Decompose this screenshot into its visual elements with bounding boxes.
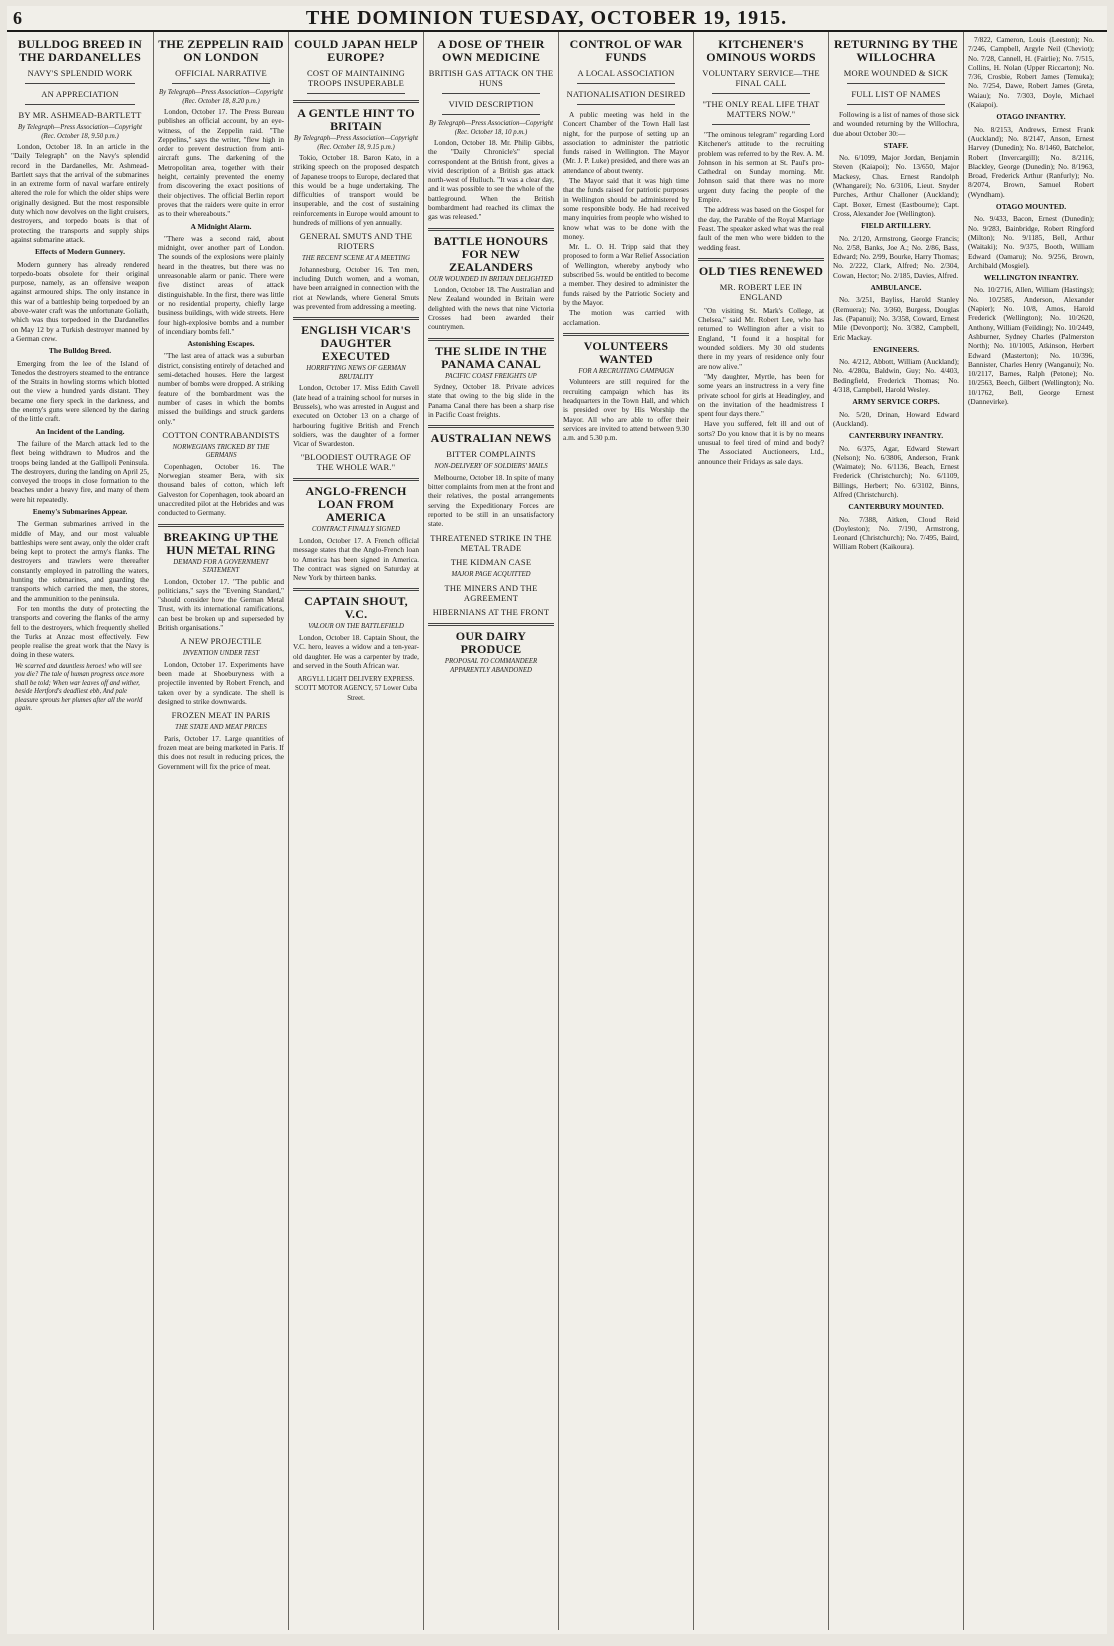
headline: RETURNING BY THE WILLOCHRA — [834, 37, 958, 64]
paragraph: No. 5/20, Drinan, Howard Edward (Auckland). — [833, 409, 959, 428]
paragraph: Volunteers are still required for the recruiting campaign which has its headquarters in the Town Hall, and which is presided over by His Worship the Mayor. All who are able to offer their services are invited to attend between 9.30 a.m. and 5.30 p.m. — [563, 377, 689, 443]
paragraph: Melbourne, October 18. In spite of many bitter complaints from men at the front and their relatives, the postal arrangements serving the Expeditionary Forces are reported to be still in an unsatisfactory state. — [428, 472, 554, 529]
article-divider — [698, 258, 824, 261]
paragraph: The motion was carried with acclamation. — [563, 308, 689, 327]
paragraph: London, October 18. Mr. Philip Gibbs, the "Daily Chronicle's" special correspondent at the British front, gives a vivid description of a British gas attack north-west of Hulluch. "It was a clear day, and it was possible to see the whole of the battleground. When the British bombardment had reached its climax the gas was released." — [428, 138, 554, 222]
subheading: THE MINERS AND THE AGREEMENT — [444, 583, 538, 604]
paragraph: London, October 17. The Press Bureau publishes an official account, by an eye-witness, of the Zeppelin raid. "The Zeppelins," says the writer, "flew high in order to prevent destruction from anti-aircraft guns. The darkening of the Metropolitan area, together with their height, certainly prevented the enemy from discovering the exact positions of their objectives. The official Berlin report proves that the raiders were quite in error as to their whereabouts." — [158, 107, 284, 219]
paragraph: No. 8/2153, Andrews, Ernest Frank (Auckland); No. 8/2147, Anson, Ernest Harvey (Dunedin); No. 8/1460, Batchelor, Robert (Invercargill); No. 8/2116, Blackley, George (Dunedin); No. 8/1963, Broad, Frederick Arthur (Ranfurly); No. 8/2074, Brown, Samuel Robert (Wyndham). — [968, 124, 1094, 199]
paragraph: London, October 18. In an article in the "Daily Telegraph" on the Navy's splendid record in the Dardanelles, Mr. Ashmead-Bartlett says that the arrival of the submarines in an extreme form of naval warfare entirely altered the role for which the older ships were originally designed. But the most responsible duty which now devolves on the light cruisers, destroyers, and torpedo boats is that of protecting the transports and supply ships against submarine attack. — [11, 142, 149, 244]
column-2 — [154, 32, 289, 1630]
dateline: CONTRACT FINALLY SIGNED — [311, 526, 401, 534]
paragraph: Emerging from the lee of the Island of Tenedos the destroyers steamed to the entrance of the Straits in howling storms which blotted out the view a hundred yards distant. They became one fiery speck in the darkness, and the enemy's guns were silenced by the daring of the little craft. — [11, 358, 149, 424]
short-rule — [577, 104, 675, 105]
paragraph: London, October 17. A French official message states that the Anglo-French loan to America has been signed in America. The contract was signed on Saturday at New York by thirteen banks. — [293, 535, 419, 583]
paragraph: The German submarines arrived in the middle of May, and our most valuable battleships were sent away, only the older craft being kept to protect the army's flanks. The destroyers and trawlers were thereafter constantly employed in patrolling the waters, hunting the submarines, and guarding the transports which carried the men, the stores, and the ammunition to the peninsula. — [11, 519, 149, 603]
article-divider — [293, 100, 419, 103]
paragraph: For ten months the duty of protecting the transports and covering the flanks of the army fell to the destroyers, which frequently shelled the Turks at Anzac most effectively. Few people realise the great work that the Navy is doing in these waters. — [11, 603, 149, 660]
paragraph: No. 6/375, Agar, Edward Stewart (Nelson); No. 6/3806, Anderson, Frank (Waimate); No. 6/1136, Beach, Ernest Frederick (Christchurch); No. 6/1109, Billings, Herbert; No. 6/3102, Binns, Alfred (Christchurch). — [833, 443, 959, 499]
section-heading: OTAGO INFANTRY. — [996, 112, 1066, 122]
short-rule — [847, 104, 945, 105]
paragraph: No. 7/388, Aitken, Cloud Reid (Doyleston); No. 7/190, Armstrong, Leonard (Christchurch); No. 7/495, Baird, William Robert (Kaikoura). — [833, 514, 959, 552]
headline: OUR DAIRY PRODUCE — [455, 629, 527, 657]
subheading: A NEW PROJECTILE — [180, 636, 262, 647]
article-divider — [428, 338, 554, 341]
paragraph: "On visiting St. Mark's College, at Chelsea," said Mr. Robert Lee, who has returned to Wellington after a visit to England, "I found it a hospital for wounded soldiers. My 30 old students there in my years of residence only four are now alive." — [698, 305, 824, 371]
dateline: By Telegraph—Press Association—Copyright — [18, 124, 142, 131]
article-divider — [428, 228, 554, 231]
paragraph: No. 3/251, Bayliss, Harold Stanley (Remuera); No. 3/360, Burgess, Douglas Jas. (Papanui); No. 3/358, Coward, Ernest Mile (Devonport); No. 3/382, Campbell, Eric Mackay. — [833, 295, 959, 342]
short-rule — [25, 104, 135, 105]
headline: THE SLIDE IN THE PANAMA CANAL — [434, 343, 548, 371]
section-heading: STAFF. — [883, 140, 909, 150]
subheading: THE KIDMAN CASE — [450, 556, 532, 567]
headline: CAPTAIN SHOUT, V.C. — [304, 594, 408, 622]
subheading: BY MR. ASHMEAD-BARTLETT — [18, 110, 142, 120]
short-rule — [577, 83, 675, 84]
subheading: NAVY'S SPLENDID WORK — [27, 68, 133, 78]
dateline: VALOUR ON THE BATTLEFIELD — [308, 623, 404, 631]
dateline: THE STATE AND MEAT PRICES — [175, 724, 267, 732]
paragraph: A public meeting was held in the Concert Chamber of the Town Hall last night, for the purpose of setting up an association to administer the patriotic funds raised in Wellington. The Mayor (Mr. J. P. Luke) presided, and there was an attendance of about twenty. — [563, 110, 689, 175]
paragraph: The failure of the March attack led to the fleet being withdrawn to Mudros and the troops being landed at the Gallipoli Peninsula. The destroyers, during the landing on April 25, conveyed the troops in close formation to the beaches under a heavy fire, and many of them were hit repeatedly. — [11, 438, 149, 504]
paragraph: Tokio, October 18. Baron Kato, in a striking speech on the proposed despatch of Japanese troops to Europe, declared that this would be a huge undertaking. The difficulties of transport would be insuperable, and the cost of sustaining reinforcements in Europe would amount to hundreds of millions of yen annually. — [293, 153, 419, 228]
paragraph: The address was based on the Gospel for the day, the Parable of the Royal Marriage Feast. The speaker asked what was the real fault of the men who were bidden to the wedding feast. — [698, 205, 824, 252]
headline: BREAKING UP THE HUN METAL RING — [163, 529, 279, 557]
headline: ANGLO-FRENCH LOAN FROM AMERICA — [305, 484, 407, 525]
section-heading: A Midnight Alarm. — [190, 221, 252, 231]
headline: CONTROL OF WAR FUNDS — [569, 37, 683, 64]
dateline: (Rec. October 18, 10 p.m.) — [454, 128, 528, 136]
paragraph: Following is a list of names of those sick and wounded returning by the Willochra, due about October 30:— — [833, 110, 959, 138]
paragraph: No. 9/433, Bacon, Ernest (Dunedin); No. 9/283, Bainbridge, Robert Ringford (Milton); No. 9/1185, Bell, Arthur (Waitaki); No. 9/375, Booth, William Edward (Oamaru); No. 9/256, Brown, Archibald (Mosgiel). — [968, 214, 1094, 270]
section-heading: ENGINEERS. — [872, 344, 920, 354]
headline: A GENTLE HINT TO BRITAIN — [297, 106, 415, 133]
subheading: BRITISH GAS ATTACK ON THE HUNS — [428, 68, 554, 88]
subheading: OFFICIAL NARRATIVE — [175, 68, 267, 78]
dateline: INVENTION UNDER TEST — [182, 650, 260, 658]
subheading: "BLOODIEST OUTRAGE OF THE WHOLE WAR." — [300, 452, 412, 473]
section-heading: OTAGO MOUNTED. — [995, 202, 1067, 212]
dateline: OUR WOUNDED IN BRITAIN DELIGHTED — [428, 275, 554, 283]
subheading: GENERAL SMUTS AND THE RIOTERS — [299, 231, 413, 252]
column-1 — [7, 32, 154, 1630]
subheading: VOLUNTARY SERVICE—THE FINAL CALL — [702, 68, 820, 88]
dateline: By Telegraph—Press Association—Copyright — [429, 120, 553, 127]
subheading: NATIONALISATION DESIRED — [566, 89, 686, 99]
subheading: COTTON CONTRABANDISTS — [162, 429, 280, 440]
headline: KITCHENER'S OMINOUS WORDS — [706, 37, 816, 64]
page-number: 6 — [13, 7, 22, 28]
article-divider — [293, 478, 419, 481]
article-divider — [293, 588, 419, 591]
short-rule — [172, 83, 270, 84]
subheading: FULL LIST OF NAMES — [851, 89, 941, 99]
section-heading: WELLINGTON INFANTRY. — [983, 273, 1079, 283]
subheading: VIVID DESCRIPTION — [448, 99, 534, 109]
subheading: BITTER COMPLAINTS — [446, 449, 536, 460]
paragraph: "My daughter, Myrtle, has been for some years an instructress in a very fine private school for girls at Headingley, and on the invitation of the headmistress I spent four days there." — [698, 371, 824, 419]
headline: VOLUNTEERS WANTED — [583, 338, 669, 366]
columns-container — [7, 32, 1107, 1630]
paragraph: 7/822, Cameron, Louis (Leeston); No. 7/246, Campbell, Argyle Neil (Cheviot); No. 7/28, Cannell, H. (Fairlie); No. 7/515, Collins, H. Nolan (Upper Riccarton); No. 7/36, Crosbie, Robert James (Temuka); No. 7/254, Dawe, Robert James (Greta, Waiau); No. 7/303, Doyle, Michael (Kaiapoi). — [968, 35, 1094, 110]
paragraph: Modern gunnery has already rendered torpedo-boats obsolete for their original purpose, namely, as an offensive weapon against armoured ships. The only instance in this war of a battleship being torpedoed by an above-water craft was the unfortunate Goliath, which was thus torpedoed in the Dardanelles on May 12 by a Turkish destroyer manned by a German crew. — [11, 259, 149, 343]
newspaper-title: THE DOMINION TUESDAY, OCTOBER 19, 1915. — [305, 6, 788, 29]
paragraph: London, October 18. The Australian and New Zealand wounded in Britain were delighted with the news that nine Victoria Crosses had been awarded their countrymen. — [428, 285, 554, 332]
dateline: HORRIFYING NEWS OF GERMAN BRUTALITY — [306, 365, 406, 381]
paragraph: Sydney, October 18. Private advices state that owing to the big slide in the Panama Canal there has been a sharp rise in Pacific Coast freights. — [428, 382, 554, 420]
short-rule — [847, 83, 945, 84]
subheading: A LOCAL ASSOCIATION — [577, 68, 675, 78]
article-divider — [428, 623, 554, 626]
paragraph: "The last area of attack was a suburban district, consisting entirely of detached and semi-detached houses. Here the largest number of bombs were dropped. A striking feature of the bombardment was the number of cases in which the bombs missed the buildings and struck gardens only." — [158, 351, 284, 426]
dateline: (Rec. October 18, 9.15 p.m.) — [317, 143, 395, 151]
dateline: By Telegraph—Press Association—Copyright — [294, 135, 418, 142]
short-rule — [712, 93, 810, 94]
dateline: NORWEGIANS TRICKED BY THE GERMANS — [172, 443, 270, 460]
headline: BATTLE HONOURS FOR NEW ZEALANDERS — [433, 233, 549, 274]
dateline: (Rec. October 18, 8.20 p.m.) — [182, 97, 260, 105]
dateline: MAJOR PAGE ACQUITTED — [451, 570, 531, 578]
section-heading: The Bulldog Breed. — [48, 346, 112, 356]
dateline: NON-DELIVERY OF SOLDIERS' MAILS — [434, 463, 548, 471]
paragraph: "There was a second raid, about midnight, over another part of London. The sounds of the explosions were plainly heard in the theatres, but there was no unreasonable alarm or panic. There were five distinct areas of attack distinguishable. In the first, there was little or no residential property, chiefly large business buildings, with wide streets. Here four high-explosive bombs and a number of incendiary bombs fell." — [158, 233, 284, 336]
column-3 — [289, 32, 424, 1630]
dateline: FOR A RECRUITING CAMPAIGN — [578, 367, 674, 375]
short-rule — [442, 114, 540, 115]
section-heading: ARMY SERVICE CORPS. — [852, 397, 940, 407]
paragraph: Copenhagen, October 16. The Norwegian steamer Bera, with six thousand bales of cotton, which left Galveston for Copenhagen, took aboard an unaccredited pilot at the Hebrides and was conducted to Germany. — [158, 461, 284, 518]
article-divider — [563, 333, 689, 336]
paragraph: Mr. L. O. H. Tripp said that they proposed to form a War Relief Association of Wellington, whereby anybody who subscribed 5s. would be entitled to become a member. They desired to administer the funds raised by the Patriotic Society and by the Mayor. — [563, 242, 689, 307]
dateline: PACIFIC COAST FREIGHTS UP — [445, 372, 537, 380]
subheading: THREATENED STRIKE IN THE METAL TRADE — [430, 532, 552, 553]
paragraph: London, October 18. Captain Shout, the V.C. hero, leaves a widow and a ten-year-old daughter. He was a carpenter by trade, and served in the South African war. — [293, 632, 419, 670]
masthead — [7, 6, 1107, 32]
paragraph: No. 4/212, Abbott, William (Auckland); No. 4/280a, Baldwin, Guy; No. 4/403, Bedingfield, Frederick Thomas; No. 4/318, Campbell, Harold Wesley. — [833, 357, 959, 395]
subheading: COST OF MAINTAINING TROOPS INSUPERABLE — [307, 68, 405, 88]
headline: AUSTRALIAN NEWS — [430, 431, 552, 446]
headline: COULD JAPAN HELP EUROPE? — [294, 37, 418, 64]
dateline: (Rec. October 18, 9.50 p.m.) — [41, 132, 119, 140]
article-divider — [158, 524, 284, 527]
section-heading: Effects of Modern Gunnery. — [35, 247, 125, 257]
section-heading: FIELD ARTILLERY. — [861, 221, 931, 231]
subheading: HIBERNIANS AT THE FRONT — [432, 607, 550, 618]
column-6 — [694, 32, 829, 1630]
paragraph: Have you suffered, felt ill and out of sorts? Do you know that it is by no means unusual to feel tired of mind and body? The Associated Auctioneers, Ltd., announce their Fridays as sale days. — [698, 419, 824, 466]
column-8 — [964, 32, 1098, 1630]
subheading: MR. ROBERT LEE IN ENGLAND — [719, 281, 803, 302]
subheading: MORE WOUNDED & SICK — [843, 68, 949, 78]
subheading: AN APPRECIATION — [41, 89, 119, 99]
paragraph: London, October 17. Miss Edith Cavell (late head of a training school for nurses in Brussels), who was arrested in August and executed on October 13 on a charge of harbouring fugitive British and French soldiers, was the daughter of a former Vicar of Swardeston. — [293, 383, 419, 449]
paragraph: No. 6/1099, Major Jordan, Benjamin Steven (Kaiapoi); No. 13/650, Major Mackesy, Chas. Ernest Randolph (Whangarei); No. 6/3106, Lieut. Snyder Purches, Arthur Challoner (Auckland); Capt. Boxer, Ernest (Eastbourne); Capt. Cross, Alexander Joe (Wellington). — [833, 153, 959, 218]
dateline: By Telegraph—Press Association—Copyright — [159, 89, 283, 96]
paragraph: London, October 17. "The public and politicians," says the "Evening Standard," "should consider how the German Metal Trust, with its international ramifications, can best be broken up and superseded by British organisations." — [158, 576, 284, 633]
paragraph: The Mayor said that it was high time that the funds raised for patriotic purposes in Wellington should be administered by some responsible body. He had received many inquiries from people who wished to know what was to be done with the money. — [563, 176, 689, 241]
column-4 — [424, 32, 559, 1630]
headline: THE ZEPPELIN RAID ON LONDON — [158, 37, 284, 64]
dateline: THE RECENT SCENE AT A MEETING — [301, 255, 411, 263]
short-rule — [442, 93, 540, 94]
section-heading: CANTERBURY INFANTRY. — [848, 431, 944, 441]
advertisement: ARGYLL LIGHT DELIVERY EXPRESS. SCOTT MOTOR AGENCY, 57 Lower Cuba Street. — [295, 676, 417, 702]
short-rule — [307, 93, 405, 94]
paragraph: Johannesburg, October 16. Ten men, including Dutch women, and a woman, have been arraigned in connection with the riot at Newlands, where General Smuts was prevented from addressing a meeting. — [293, 264, 419, 312]
paragraph: London, October 17. Experiments have been made at Shoeburyness with a projectile invented by Robert French, and taken over by a syndicate. The shell is designed to strike downwards. — [158, 659, 284, 707]
dateline: DEMAND FOR A GOVERNMENT STATEMENT — [173, 558, 269, 575]
headline: OLD TIES RENEWED — [698, 263, 824, 278]
newspaper-page — [7, 6, 1107, 1634]
paragraph: No. 10/2716, Allen, William (Hastings); No. 10/2585, Anderson, Alexander (Napier); No. 10/8, Amos, Harold Frederick (Wellington); No. 10/2620, Anthony, William (Feilding); No. 10/2449, Ashburner, Sydney Charles (Palmerston North); No. 10/1005, Atkinson, Herbert Edward (Masterton); No. 10/396, Bannister, Charles Henry (Wanganui); No. 10/2117, Barnes, Ralph (Petone); No. 10/2563, Beech, Gilbert (Wellington); No. 10/1762, Bell, George Ernest (Dannevirke). — [968, 285, 1094, 406]
paragraph: Paris, October 17. Large quantities of frozen meat are being marketed in Paris. If this does not result in reducing prices, the Government will fix the price of meat. — [158, 733, 284, 771]
headline: BULLDOG BREED IN THE DARDANELLES — [18, 37, 142, 64]
subheading: "THE ONLY REAL LIFE THAT MATTERS NOW." — [702, 99, 820, 119]
section-heading: An Incident of the Landing. — [35, 426, 125, 436]
poem-stanza: We scarred and dauntless heroes! who will see you die? The tale of human progress once more shall be told; When war leaves off and wither, beside Hertford's deadliest ebb, And pale pleasure sprouts her plumes after all the world again. — [15, 662, 145, 713]
dateline: PROPOSAL TO COMMANDEER APPARENTLY ABANDONED — [444, 658, 538, 674]
short-rule — [712, 124, 810, 125]
article-divider — [428, 425, 554, 428]
headline: A DOSE OF THEIR OWN MEDICINE — [437, 37, 545, 64]
section-heading: Astonishing Escapes. — [187, 339, 255, 349]
column-7 — [829, 32, 964, 1630]
short-rule — [25, 83, 135, 84]
section-heading: Enemy's Submarines Appear. — [32, 506, 128, 516]
paragraph: No. 2/120, Armstrong, George Francis; No. 2/58, Banks, Joe A.; No. 2/86, Bass, Edward; No. 2/99, Bourke, Harry Thomas; No. 2/222, Clark, Alfred; No. 2/304, Cowan, Hector; No. 2/185, Davies, Alfred. — [833, 233, 959, 280]
column-5 — [559, 32, 694, 1630]
headline: ENGLISH VICAR'S DAUGHTER EXECUTED — [301, 323, 411, 364]
article-divider — [293, 317, 419, 320]
paragraph: "The ominous telegram" regarding Lord Kitchener's attitude to the recruiting problem was referred to by the Rev. A. M. Johnson in his sermon at St. Paul's pro-Cathedral on Sunday morning. Mr. Johnson said that there was no more urgent duty facing the people of the Empire. — [698, 130, 824, 205]
section-heading: CANTERBURY MOUNTED. — [848, 502, 944, 512]
section-heading: AMBULANCE. — [870, 283, 922, 293]
subheading: FROZEN MEAT IN PARIS — [171, 710, 271, 721]
